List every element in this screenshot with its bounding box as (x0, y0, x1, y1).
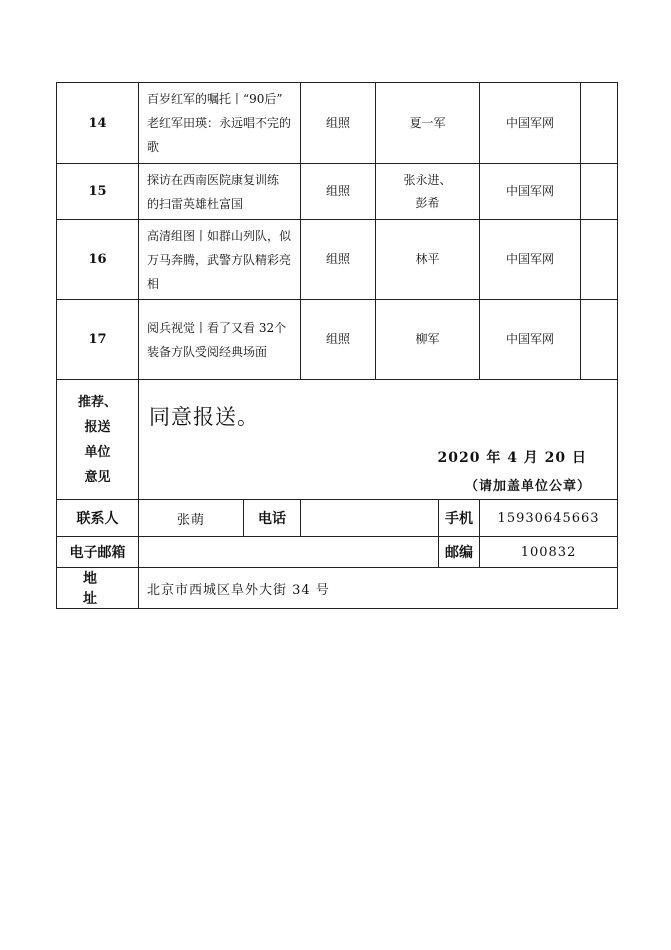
blank-cell (581, 83, 618, 164)
contact-label: 联系人 (57, 500, 139, 537)
phone-label: 电话 (244, 500, 301, 537)
table-row (57, 220, 618, 300)
work-media: 中国军网 (480, 83, 581, 164)
work-author: 夏一军 (376, 83, 480, 164)
contact-value: 张萌 (139, 500, 244, 537)
opinion-cell (139, 380, 618, 500)
zip-value: 100832 (480, 537, 618, 568)
work-title: 阅兵视觉丨看了又看 32个 装备方队受阅经典场面 (139, 300, 301, 380)
mobile-label: 手机 (439, 500, 480, 537)
work-type: 组照 (301, 164, 376, 220)
work-media: 中国军网 (480, 300, 581, 380)
blank-cell (581, 300, 618, 380)
row-number: 17 (57, 300, 139, 380)
phone-value (301, 500, 439, 537)
mobile-value: 15930645663 (480, 500, 618, 537)
submission-form (56, 82, 617, 609)
work-type: 组照 (301, 83, 376, 164)
address-row (57, 568, 618, 609)
table-row (57, 83, 618, 164)
works-table (56, 82, 618, 609)
work-author: 柳军 (376, 300, 480, 380)
address-value: 北京市西城区阜外大街 34 号 (139, 568, 618, 609)
work-media: 中国军网 (480, 164, 581, 220)
opinion-date: 2020 年 4 月 20 日 (437, 449, 588, 466)
work-title: 高清组图丨如群山列队，似 万马奔腾，武警方队精彩亮 相 (139, 220, 301, 300)
address-label: 地 址 (57, 568, 139, 609)
work-title: 百岁红军的嘱托丨“90后” 老红军田瑛：永远唱不完的 歌 (139, 83, 301, 164)
row-number: 15 (57, 164, 139, 220)
blank-cell (581, 164, 618, 220)
table-row (57, 300, 618, 380)
email-label: 电子邮箱 (57, 537, 139, 568)
row-number: 16 (57, 220, 139, 300)
table-row (57, 164, 618, 220)
row-number: 14 (57, 83, 139, 164)
work-type: 组照 (301, 300, 376, 380)
email-value (139, 537, 439, 568)
blank-cell (581, 220, 618, 300)
work-type: 组照 (301, 220, 376, 300)
work-media: 中国军网 (480, 220, 581, 300)
opinion-text: 同意报送。 (149, 404, 259, 429)
contact-row (57, 500, 618, 537)
work-author: 林平 (376, 220, 480, 300)
email-row (57, 537, 618, 568)
zip-label: 邮编 (439, 537, 480, 568)
opinion-label: 推荐、 报送 单位 意见 (57, 380, 139, 500)
work-author: 张永进、 彭希 (376, 164, 480, 220)
work-title: 探访在西南医院康复训练 的扫雷英雄杜富国 (139, 164, 301, 220)
stamp-note: （请加盖单位公章） (465, 478, 592, 494)
opinion-row (57, 380, 618, 500)
